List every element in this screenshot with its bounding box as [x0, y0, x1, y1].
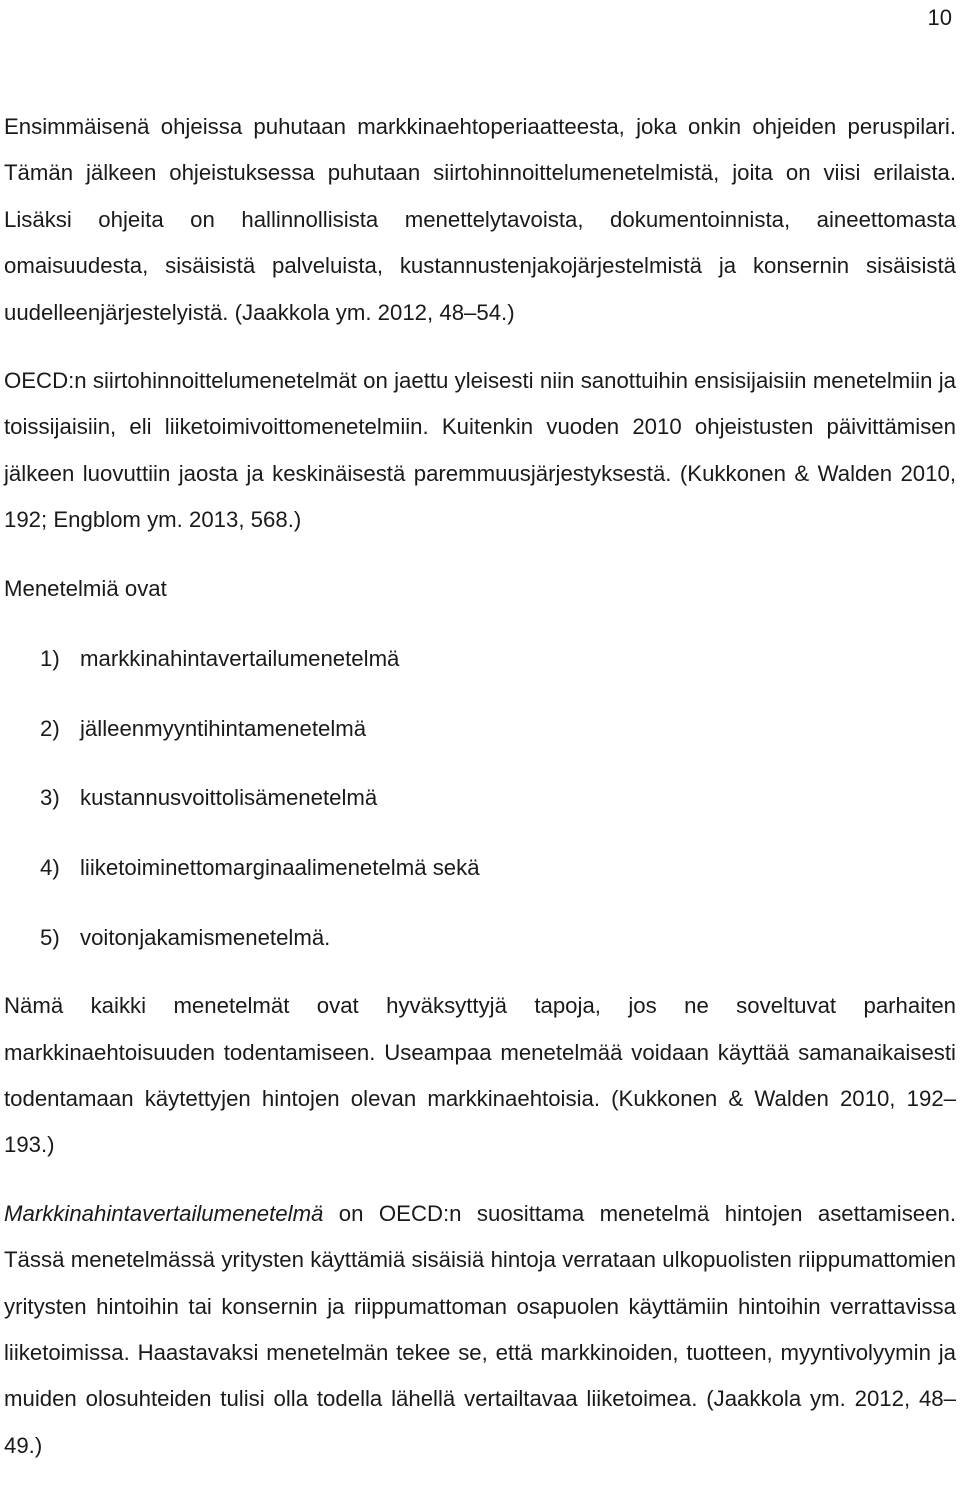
list-item-label: markkinahintavertailumenetelmä — [80, 646, 400, 672]
list-item-label: jälleenmyyntihintamenetelmä — [80, 715, 367, 741]
paragraph-method-classification: OECD:n siirtohinnoittelumenetelmät on jaettu yleisesti niin sanottuihin ensisijaisiin menetelmiin ja toissijaisiin, eli liiketoimivoittomenetelmiin. Kuitenkin vuoden 2010 ohjeistusten päivittämisen jälkeen luovuttiin jaosta ja keskinäisestä paremmuusjärjestyksestä. (Kukkonen & Walden 2010, 192; Engblom ym. 2013, 568.) — [4, 368, 956, 533]
list-item-number: 3) — [40, 785, 60, 811]
methods-list — [4, 636, 956, 961]
list-item-number: 5) — [40, 924, 60, 950]
list-item-number: 4) — [40, 855, 60, 881]
paragraph-cup-method — [4, 1191, 956, 1469]
paragraph-methods-acceptance: Nämä kaikki menetelmät ovat hyväksyttyjä tapoja, jos ne soveltuvat parhaiten markkinaehtoisuuden todentamiseen. Useampaa menetelmää voidaan käyttää samanaikaisesti todentamaan käytettyjen hintojen olevan markkinaehtoisia. (Kukkonen & Walden 2010, 192–193.) — [4, 993, 956, 1158]
list-item-label: voitonjakamismenetelmä. — [80, 924, 331, 950]
paragraph-methods-heading: Menetelmiä ovat — [4, 575, 167, 601]
list-item-label: liiketoiminettomarginaalimenetelmä sekä — [80, 855, 480, 881]
list-item-label: kustannusvoittolisämenetelmä — [80, 785, 378, 811]
document-body — [4, 104, 956, 1469]
list-item-number: 1) — [40, 646, 60, 672]
paragraph-cup-method-text: on OECD:n suosittama menetelmä hintojen asettamiseen. Tässä menetelmässä yritysten käyttämiä sisäisiä hintoja verrataan ulkopuolisten riippumattomien yritysten hintoihin tai konsernin ja riippumattoman osapuolen käyttämiin hintoihin verrattavissa liiketoimissa. Haastavaksi menetelmän tekee se, että markkinoiden, tuotteen, myyntivolyymin ja muiden olosuhteiden tulisi olla todella lähellä vertailtavaa liiketoimea. (Jaakkola ym. 2012, 48–49.) — [4, 1200, 956, 1458]
list-item-number: 2) — [40, 715, 60, 741]
list-item — [4, 775, 956, 821]
paragraph-guidelines-intro: Ensimmäisenä ohjeissa puhutaan markkinaehtoperiaatteesta, joka onkin ohjeiden peruspilari. Tämän jälkeen ohjeistuksessa puhutaan siirtohinnoittelumenetelmistä, joita on viisi erilaista. Lisäksi ohjeita on hallinnollisista menettelytavoista, dokumentoinnista, aineettomasta omaisuudesta, sisäisistä palveluista, kustannustenjakojärjestelmistä ja konsernin sisäisistä uudelleenjärjestelyistä. (Jaakkola ym. 2012, 48–54.) — [4, 114, 956, 325]
list-item — [4, 845, 956, 891]
list-item — [4, 915, 956, 961]
method-term: Markkinahintavertailumenetelmä — [4, 1200, 324, 1226]
list-item — [4, 636, 956, 682]
list-item — [4, 706, 956, 752]
page-number: 10 — [927, 5, 952, 30]
